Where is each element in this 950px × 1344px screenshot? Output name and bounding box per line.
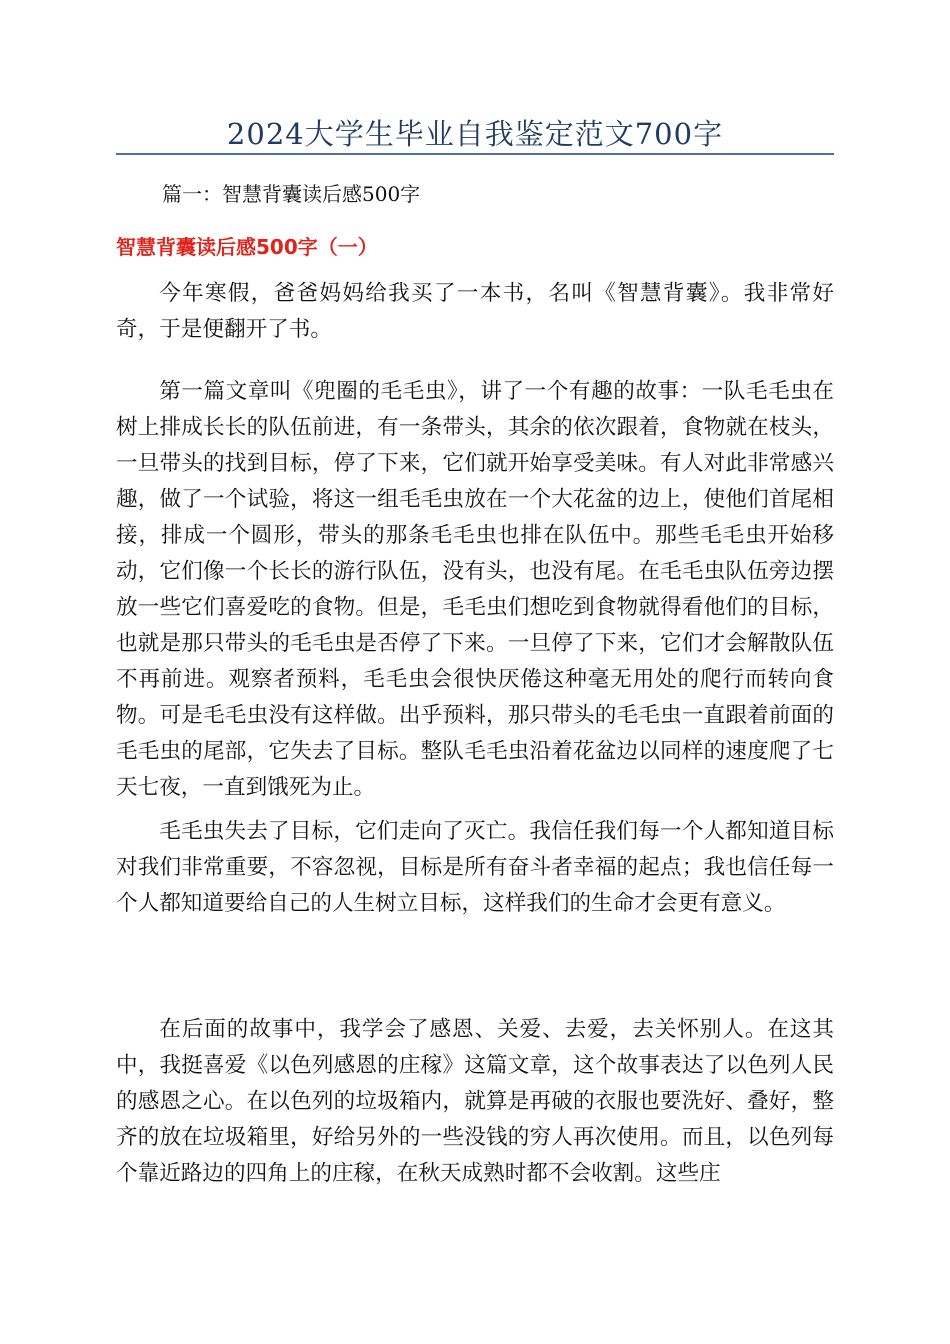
paragraph-4: 在后面的故事中，我学会了感恩、关爱、去爱，去关怀别人。在这其中，我挺喜爱《以色列感恩的庄稼》这篇文章，这个故事表达了以色列人民的感恩之心。在以色列的垃圾箱内，就算是再破的衣服也要洗好、叠好，整齐的放在垃圾箱里，好给另外的一些没钱的穷人再次使用。而且，以色列每个靠近路边的四角上的庄稼，在秋天成熟时都不会收割。这些庄 [116,1017,834,1186]
paragraph-2: 第一篇文章叫《兜圈的毛毛虫》，讲了一个有趣的故事：一队毛毛虫在树上排成长长的队伍前进，有一条带头，其余的依次跟着，食物就在枝头，一旦带头的找到目标，停了下来，它们就开始享受美味。有人对此非常感兴趣，做了一个试验，将这一组毛毛虫放在一个大花盆的边上，使他们首尾相接，排成一个圆形，带头的那条毛毛虫也排在队伍中。那些毛毛虫开始移动，它们像一个长长的游行队伍，没有头，也没有尾。在毛毛虫队伍旁边摆放一些它们喜爱吃的食物。但是，毛毛虫们想吃到食物就得看他们的目标，也就是那只带头的毛毛虫是否停了下来。一旦停了下来，它们才会解散队伍不再前进。观察者预料，毛毛虫会很快厌倦这种毫无用处的爬行而转向食物。可是毛毛虫没有这样做。出乎预料，那只带头的毛毛虫一直跟着前面的毛毛虫的尾部，它失去了目标。整队毛毛虫沿着花盆边以同样的速度爬了七天七夜，一直到饿死为止。 [116,379,834,800]
title-underline [116,153,834,155]
document-title: 2024大学生毕业自我鉴定范文700字 [226,117,724,151]
article-subtitle: 篇一：智慧背囊读后感500字 [162,182,421,206]
paragraph-1: 今年寒假，爸爸妈妈给我买了一本书，名叫《智慧背囊》。我非常好奇，于是便翻开了书。 [116,281,834,342]
section-heading: 智慧背囊读后感500字（一） [116,235,378,259]
paragraph-3: 毛毛虫失去了目标，它们走向了灭亡。我信任我们每一个人都知道目标对我们非常重要，不容忽视，目标是所有奋斗者幸福的起点；我也信任每一个人都知道要给自己的人生树立目标，这样我们的生命才会更有意义。 [116,819,834,916]
